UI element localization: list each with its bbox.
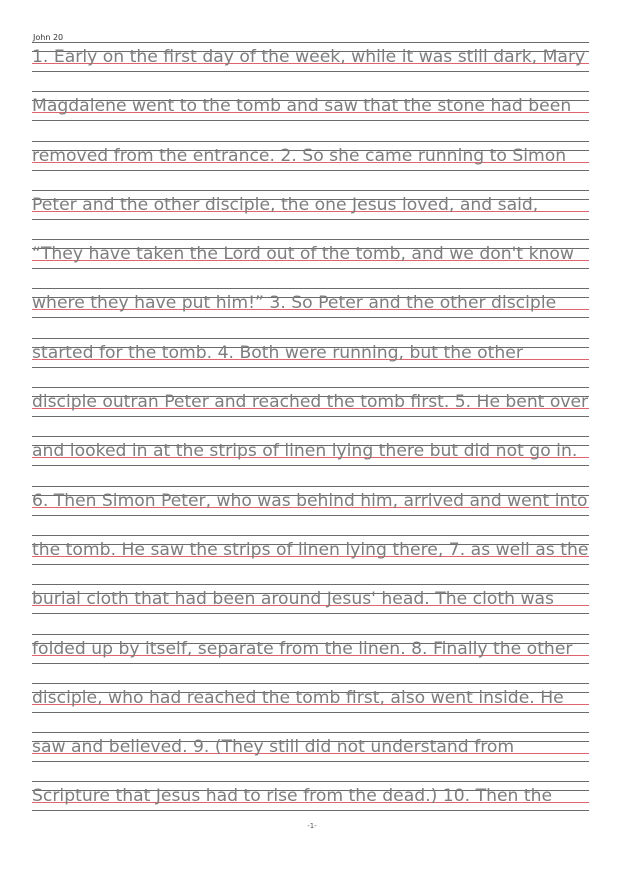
descender-line bbox=[32, 613, 589, 614]
practice-line bbox=[32, 486, 589, 535]
practice-line bbox=[32, 42, 589, 91]
descender-line bbox=[32, 810, 589, 811]
descender-line bbox=[32, 219, 589, 220]
ascender-line bbox=[32, 338, 589, 339]
practice-line bbox=[32, 732, 589, 781]
trace-text: disciple, who had reached the tomb first, also went inside. He bbox=[32, 687, 564, 708]
trace-text: removed from the entrance. 2. So she came running to Simon bbox=[32, 145, 567, 166]
descender-line bbox=[32, 120, 589, 121]
practice-line bbox=[32, 338, 589, 387]
practice-line bbox=[32, 190, 589, 239]
ascender-line bbox=[32, 781, 589, 782]
trace-text: saw and believed. 9. (They still did not understand from bbox=[32, 737, 515, 758]
descender-line bbox=[32, 761, 589, 762]
ascender-line bbox=[32, 584, 589, 585]
handwriting-sheet bbox=[32, 42, 589, 831]
descender-line bbox=[32, 71, 589, 72]
trace-text: Magdalene went to the tomb and saw that the stone had been bbox=[32, 96, 572, 117]
ascender-line bbox=[32, 141, 589, 142]
ascender-line bbox=[32, 683, 589, 684]
trace-text: Peter and the other disciple, the one Jesus loved, and said, bbox=[32, 194, 539, 215]
practice-line bbox=[32, 436, 589, 485]
practice-line bbox=[32, 288, 589, 337]
trace-text: and looked in at the strips of linen lying there but did not go in. bbox=[32, 441, 578, 462]
ascender-line bbox=[32, 288, 589, 289]
trace-text: disciple outran Peter and reached the tomb first. 5. He bent over bbox=[32, 392, 589, 413]
ascender-line bbox=[32, 239, 589, 240]
descender-line bbox=[32, 465, 589, 466]
descender-line bbox=[32, 170, 589, 171]
ascender-line bbox=[32, 91, 589, 92]
practice-line bbox=[32, 141, 589, 190]
ascender-line bbox=[32, 732, 589, 733]
trace-text: Scripture that Jesus had to rise from the dead.) 10. Then the bbox=[32, 786, 553, 807]
ascender-line bbox=[32, 486, 589, 487]
practice-line bbox=[32, 683, 589, 732]
ascender-line bbox=[32, 634, 589, 635]
page-header: John 20 bbox=[33, 33, 64, 42]
descender-line bbox=[32, 564, 589, 565]
ascender-line bbox=[32, 190, 589, 191]
ascender-line bbox=[32, 436, 589, 437]
descender-line bbox=[32, 515, 589, 516]
descender-line bbox=[32, 663, 589, 664]
trace-text: 6. Then Simon Peter, who was behind him, arrived and went into bbox=[32, 490, 588, 511]
practice-line bbox=[32, 535, 589, 584]
practice-line bbox=[32, 387, 589, 436]
trace-text: “They have taken the Lord out of the tomb, and we don't know bbox=[32, 244, 574, 265]
ascender-line bbox=[32, 42, 589, 43]
page-number: -1- bbox=[307, 822, 317, 830]
trace-text: where they have put him!” 3. So Peter and the other disciple bbox=[32, 293, 557, 314]
ascender-line bbox=[32, 535, 589, 536]
practice-line bbox=[32, 634, 589, 683]
practice-line bbox=[32, 91, 589, 140]
practice-line bbox=[32, 584, 589, 633]
trace-text: 1. Early on the first day of the week, while it was still dark, Mary bbox=[32, 47, 586, 67]
descender-line bbox=[32, 712, 589, 713]
trace-text: the tomb. He saw the strips of linen lying there, 7. as well as the bbox=[32, 539, 589, 560]
descender-line bbox=[32, 416, 589, 417]
trace-text: started for the tomb. 4. Both were running, but the other bbox=[32, 342, 523, 363]
descender-line bbox=[32, 268, 589, 269]
trace-text: burial cloth that had been around Jesus' head. The cloth was bbox=[32, 589, 555, 610]
ascender-line bbox=[32, 387, 589, 388]
practice-line bbox=[32, 239, 589, 288]
trace-text: folded up by itself, separate from the linen. 8. Finally the other bbox=[32, 638, 573, 659]
descender-line bbox=[32, 317, 589, 318]
descender-line bbox=[32, 367, 589, 368]
